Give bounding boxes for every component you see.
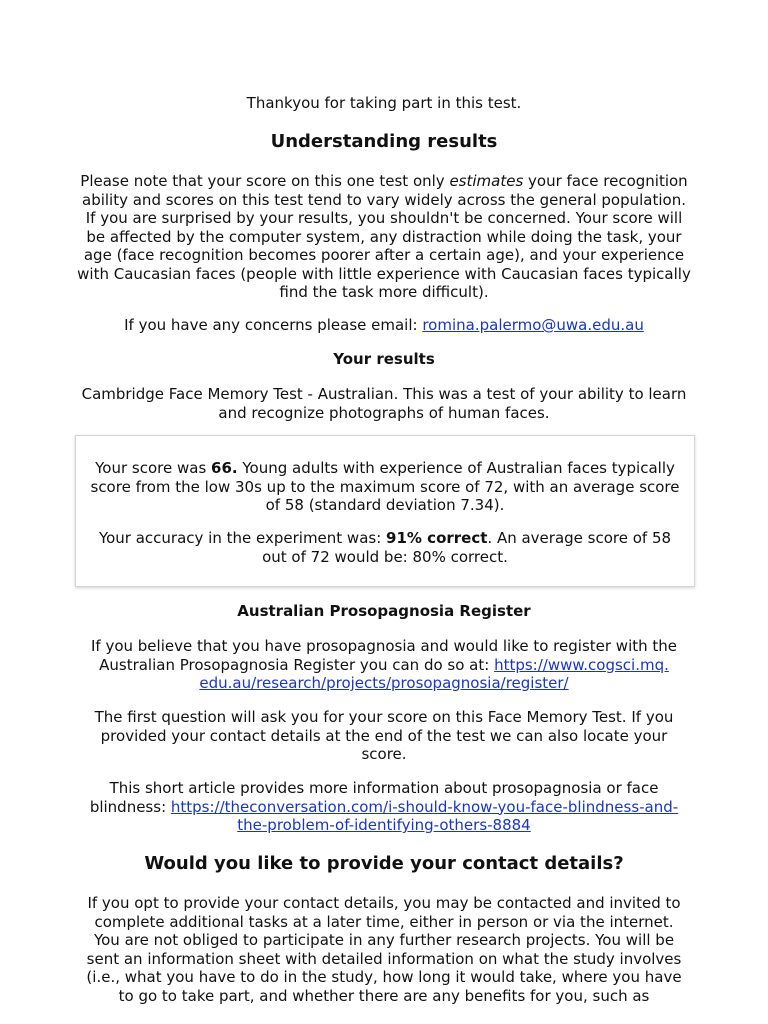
understanding-paragraph	[0, 172, 768, 302]
first-question-line: provided your contact details at the end of the test we can also locate your	[100, 726, 668, 745]
understanding-line: age (face recognition becomes poorer after a certain age), and your experience	[83, 246, 685, 264]
results-description	[0, 385, 768, 422]
article-line	[0, 816, 768, 835]
contact-line: complete additional tasks at a later time, either in person or via the internet.	[94, 912, 674, 931]
results-line: and recognize photographs of human faces.	[218, 403, 550, 422]
accuracy-text: . An average score of 58	[487, 529, 672, 547]
contact-email-link[interactable]: romina.palermo@uwa.edu.au	[422, 316, 644, 334]
score-line: score from the low 30s up to the maximum score of 72, with an average score	[90, 477, 680, 496]
understanding-title: Understanding results	[270, 131, 498, 152]
register-link-continued[interactable]: edu.au/research/projects/prosopagnosia/register/	[199, 674, 569, 692]
contact-line: You are not obliged to participate in any further research projects. You will be	[93, 931, 675, 949]
contact-line: to go to take part, and whether there are any benefits for you, such as	[118, 986, 650, 1005]
score-line	[76, 459, 694, 478]
register-paragraph	[0, 637, 768, 693]
understanding-emphasis: estimates	[449, 172, 524, 190]
understanding-line: be affected by the computer system, any distraction while doing the task, your	[86, 227, 682, 246]
your-results-title: Your results	[333, 350, 435, 368]
article-paragraph	[0, 779, 768, 835]
register-line	[0, 674, 768, 693]
understanding-line: If you are surprised by your results, you shouldn't be concerned. Your score will	[85, 209, 683, 227]
register-line	[0, 656, 768, 675]
understanding-line: ability and scores on this test tend to vary widely across the general population.	[82, 190, 686, 209]
score-paragraph	[76, 459, 694, 515]
contact-line: (i.e., what you have to do in the study, how long it would take, where you have	[86, 968, 682, 986]
understanding-line-text: your face recognition	[523, 172, 688, 190]
score-text: Your score was	[95, 459, 212, 477]
score-line: of 58 (standard deviation 7.34).	[265, 496, 505, 514]
first-question-paragraph	[0, 708, 768, 764]
accuracy-value: 91% correct	[386, 529, 488, 547]
register-line: If you believe that you have prosopagnosia and would like to register with the	[90, 637, 678, 655]
score-value: 66.	[211, 459, 238, 477]
understanding-line-text: Please note that your score on this one test only	[80, 172, 450, 190]
results-line: Cambridge Face Memory Test - Australian. This was a test of your ability to learn	[81, 385, 687, 403]
contact-details-title: Would you like to provide your contact details?	[144, 853, 624, 874]
intro-text: Thankyou for taking part in this test.	[246, 94, 522, 112]
contact-paragraph	[0, 894, 768, 1005]
score-text: Young adults with experience of Australian faces typically	[237, 459, 675, 477]
article-link[interactable]: https://theconversation.com/i-should-know-you-face-blindness-and-	[170, 797, 679, 816]
register-text: Australian Prosopagnosia Register you can do so at:	[99, 655, 495, 674]
score-box	[75, 435, 695, 587]
register-link[interactable]: https://www.cogsci.mq.	[494, 655, 669, 674]
article-line: This short article provides more information about prosopagnosia or face	[109, 779, 659, 797]
understanding-line: with Caucasian faces (people with little experience with Caucasian faces typically	[77, 264, 691, 283]
accuracy-line	[76, 529, 694, 548]
accuracy-line: out of 72 would be: 80% correct.	[262, 547, 508, 566]
understanding-line: find the task more difficult).	[279, 283, 489, 301]
accuracy-text: Your accuracy in the experiment was:	[98, 529, 387, 547]
contact-line: If you opt to provide your contact details, you may be contacted and invited to	[87, 894, 681, 912]
article-text: blindness:	[89, 797, 171, 816]
article-line	[0, 798, 768, 817]
first-question-line: The first question will ask you for your score on this Face Memory Test. If you	[94, 708, 674, 726]
register-title: Australian Prosopagnosia Register	[237, 602, 531, 620]
article-link-continued[interactable]: the-problem-of-identifying-others-8884	[237, 816, 531, 834]
first-question-line: score.	[361, 745, 407, 763]
contact-line: sent an information sheet with detailed information on what the study involves	[86, 949, 682, 968]
concerns-paragraph	[0, 316, 768, 335]
concerns-text: If you have any concerns please email:	[124, 316, 423, 334]
understanding-line	[0, 172, 768, 191]
accuracy-paragraph	[76, 529, 694, 566]
